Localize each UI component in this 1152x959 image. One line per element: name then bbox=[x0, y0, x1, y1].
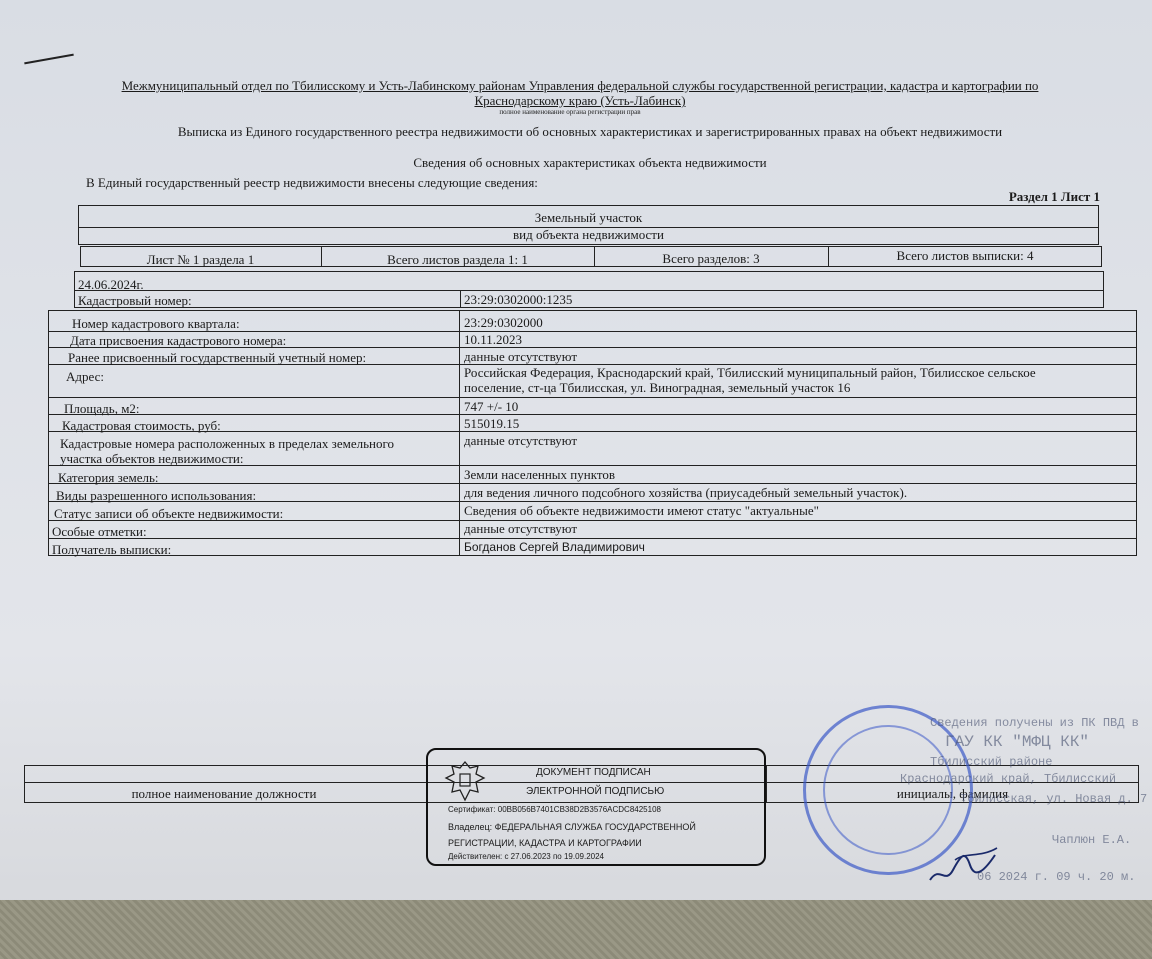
stamp-line: Сведения получены из ПК ПВД в bbox=[930, 716, 1139, 730]
table-row-value: для ведения личного подсобного хозяйства (приусадебный земельный участок). bbox=[464, 485, 908, 500]
stamp-line: 06 2024 г. 09 ч. 20 м. bbox=[977, 870, 1136, 884]
table-row-value: 515019.15 bbox=[464, 416, 520, 431]
table-row-value-cont: поселение, ст-ца Тбилисская, ул. Виноградная, земельный участок 16 bbox=[464, 380, 851, 395]
sheet-number: Лист № 1 раздела 1 bbox=[146, 252, 255, 267]
table-row-label: Номер кадастрового квартала: bbox=[72, 316, 240, 331]
table-row-label-cont: участка объектов недвижимости: bbox=[60, 451, 244, 466]
table-row-label: Особые отметки: bbox=[52, 524, 147, 539]
certificate-validity: Действителен: с 27.06.2023 по 19.09.2024 bbox=[448, 852, 604, 861]
handwritten-signature-icon bbox=[925, 830, 1005, 890]
table-row-label: Кадастровые номера расположенных в пределах земельного bbox=[60, 436, 394, 451]
stamp-line: Чаплюн Е.А. bbox=[1052, 833, 1132, 847]
table-row-label: Статус записи об объекте недвижимости: bbox=[54, 506, 284, 521]
certificate-owner: Владелец: ФЕДЕРАЛЬНАЯ СЛУЖБА ГОСУДАРСТВЕННОЙ bbox=[448, 822, 696, 832]
object-type: Земельный участок bbox=[534, 210, 643, 225]
section-sheet-label: Раздел 1 Лист 1 bbox=[1008, 189, 1100, 204]
table-row-value: данные отсутствуют bbox=[464, 349, 578, 364]
table-row-value: Сведения об объекте недвижимости имеют статус "актуальные" bbox=[464, 503, 819, 518]
table-row-label: Получатель выписки: bbox=[52, 542, 172, 557]
table-row-value: 10.11.2023 bbox=[464, 332, 523, 347]
intro-text: В Единый государственный реестр недвижимости внесены следующие сведения: bbox=[86, 175, 538, 190]
table-row-label: Адрес: bbox=[66, 369, 104, 384]
object-type-caption: вид объекта недвижимости bbox=[513, 227, 664, 242]
total-sheets-extract: Всего листов выписки: 4 bbox=[896, 248, 1034, 263]
table-row-value: данные отсутствуют bbox=[464, 433, 578, 448]
table-row-label: Ранее присвоенный государственный учетный номер: bbox=[68, 350, 367, 365]
signed-line-2: ЭЛЕКТРОННОЙ ПОДПИСЬЮ bbox=[526, 786, 665, 797]
table-row-value: 23:29:0302000 bbox=[464, 315, 543, 330]
certificate-number: Сертификат: 00BB056B7401CB38D2B3576ACDC8425108 bbox=[448, 805, 661, 814]
coat-of-arms-icon bbox=[440, 758, 490, 804]
table-row-value: Земли населенных пунктов bbox=[464, 467, 615, 482]
table-row-label: Кадастровая стоимость, руб: bbox=[62, 418, 221, 433]
total-sheets-section: Всего листов раздела 1: 1 bbox=[387, 252, 528, 267]
cadastral-number-label: Кадастровый номер: bbox=[78, 293, 192, 308]
certificate-owner-cont: РЕГИСТРАЦИИ, КАДАСТРА И КАРТОГРАФИИ bbox=[448, 838, 642, 848]
registration-authority: Межмуниципальный отдел по Тбилисскому и Усть-Лабинскому районам Управления федеральной службы государственной регистрации, кадастра и картографии по Краснодарскому краю (Усть-Лабинск) bbox=[121, 78, 1039, 108]
total-sections: Всего разделов: 3 bbox=[662, 251, 760, 266]
table-row-label: Категория земель: bbox=[58, 470, 159, 485]
document-subtitle: Сведения об основных характеристиках объекта недвижимости bbox=[413, 155, 767, 170]
stamp-line: Тбилисская, ул. Новая д. 7 bbox=[960, 792, 1148, 806]
stamp-line: Тбилисский районе bbox=[930, 755, 1053, 769]
table-row-label: Площадь, м2: bbox=[64, 401, 140, 416]
stamp-line: ГАУ КК "МФЦ КК" bbox=[945, 733, 1090, 751]
cadastral-number-value: 23:29:0302000:1235 bbox=[464, 292, 573, 307]
table-row-label: Дата присвоения кадастрового номера: bbox=[70, 333, 287, 348]
document-title: Выписка из Единого государственного реестра недвижимости об основных характеристиках и зарегистрированных правах на объект недвижимости bbox=[177, 124, 1003, 139]
position-caption: полное наименование должности bbox=[131, 786, 317, 801]
table-row-label: Виды разрешенного использования: bbox=[56, 488, 257, 503]
initials-caption: инициалы, фамилия bbox=[896, 786, 1009, 801]
table-row-value: Российская Федерация, Краснодарский край, Тбилисский муниципальный район, Тбилисское сельское bbox=[464, 365, 1036, 380]
table-row-value: данные отсутствуют bbox=[464, 521, 578, 536]
table-row-value: 747 +/- 10 bbox=[464, 399, 519, 414]
authority-caption: полное наименование органа регистрации прав bbox=[499, 108, 641, 116]
signed-line-1: ДОКУМЕНТ ПОДПИСАН bbox=[536, 767, 651, 778]
stamp-line: Краснодарский край, Тбилисский bbox=[900, 772, 1117, 786]
extract-date: 24.06.2024г. bbox=[78, 277, 144, 292]
carpet-background bbox=[0, 900, 1152, 959]
table-row-value: Богданов Сергей Владимирович bbox=[464, 540, 645, 554]
